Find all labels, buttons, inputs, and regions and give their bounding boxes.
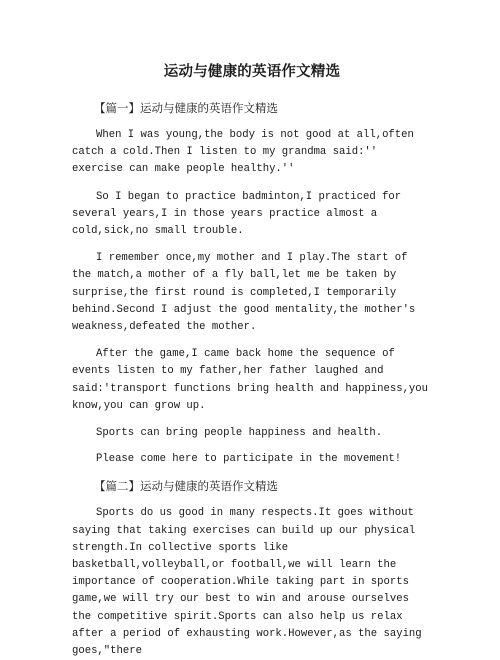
section-two	[72, 477, 432, 660]
document-title: 运动与健康的英语作文精选	[163, 64, 341, 80]
paragraph: Sports can bring people happiness and health.	[96, 427, 383, 440]
section-one-heading: 【篇一】运动与健康的英语作文精选	[94, 101, 278, 115]
paragraph: Sports do us good in many respects.It goes without saying that taking exercises can build up our physical strength.In collective sports like basketball,volleyball,or football,we will learn the importance of cooperation.While taking part in sports game,we will try our best to win and arouse ourselves the competitive spirit.Sports can also help us relax after a period of exhausting work.However,as the saying goes,"there	[72, 507, 422, 658]
paragraph: Please come here to participate in the movement!	[96, 453, 402, 466]
paragraph: When I was young,the body is not good at all,often catch a cold.Then I listen to my grandma said:'' exercise can make people healthy.''	[72, 129, 414, 176]
section-two-heading: 【篇二】运动与健康的英语作文精选	[94, 479, 278, 494]
paragraph: I remember once,my mother and I play.The start of the match,a mother of a fly ball,let me be taken by surprise,the first round is completed,I temporarily behind.Second I adjust the good mentality,the mother's weakness,defeated the mother.	[72, 252, 416, 334]
paragraph: So I began to practice badminton,I practiced for several years,I in those years practice almost a cold,sick,no small trouble.	[72, 190, 402, 238]
paragraph: After the game,I came back home the sequence of events listen to my father,her father laughed and said:'transport functions bring health and happiness,you know,you can grow up.	[72, 348, 429, 412]
section-one	[72, 99, 432, 468]
